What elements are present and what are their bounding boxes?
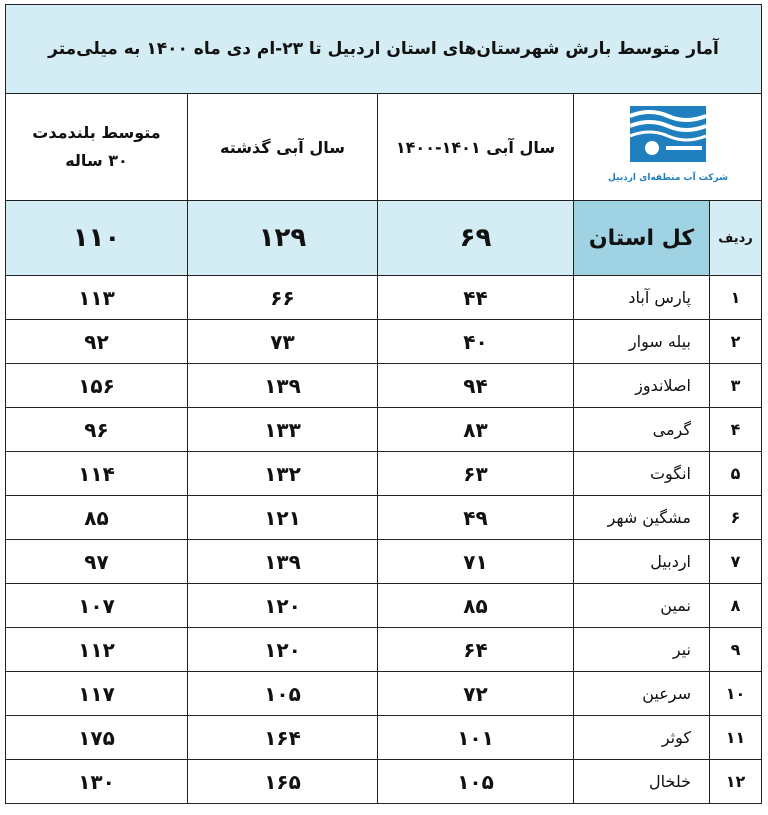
- table-row: [6, 276, 762, 320]
- total-current: ۶۹: [378, 201, 574, 276]
- row-county-name: اردبیل: [574, 540, 710, 584]
- row-county-name: نمین: [574, 584, 710, 628]
- logo-cell: [574, 94, 762, 201]
- table-row: [6, 716, 762, 760]
- row-current-year: ۴۰: [378, 320, 574, 364]
- row-long-term: ۱۷۵: [6, 716, 188, 760]
- row-county-name: پارس آباد: [574, 276, 710, 320]
- table-row: [6, 540, 762, 584]
- row-previous-year: ۱۳۳: [188, 408, 378, 452]
- row-county-name: اصلاندوز: [574, 364, 710, 408]
- row-index: ۸: [710, 584, 762, 628]
- row-current-year: ۹۴: [378, 364, 574, 408]
- row-current-year: ۴۴: [378, 276, 574, 320]
- row-county-name: خلخال: [574, 760, 710, 804]
- row-current-year: ۷۱: [378, 540, 574, 584]
- title-row: [6, 5, 762, 94]
- row-current-year: ۶۴: [378, 628, 574, 672]
- table-row: [6, 364, 762, 408]
- row-previous-year: ۱۲۰: [188, 584, 378, 628]
- header-previous-year: سال آبی گذشته: [188, 94, 378, 201]
- row-previous-year: ۱۳۹: [188, 364, 378, 408]
- header-current-year: سال آبی ۱۴۰۱-۱۴۰۰: [378, 94, 574, 201]
- total-previous: ۱۲۹: [188, 201, 378, 276]
- row-index: ۹: [710, 628, 762, 672]
- total-long-term: ۱۱۰: [6, 201, 188, 276]
- row-current-year: ۶۳: [378, 452, 574, 496]
- table-row: [6, 628, 762, 672]
- row-previous-year: ۱۶۵: [188, 760, 378, 804]
- table-row: [6, 320, 762, 364]
- row-index: ۵: [710, 452, 762, 496]
- table-row: [6, 408, 762, 452]
- data-rows: [6, 276, 762, 804]
- row-current-year: ۸۵: [378, 584, 574, 628]
- header-long-term-line1: متوسط بلندمدت: [32, 123, 161, 142]
- row-long-term: ۱۱۳: [6, 276, 188, 320]
- row-current-year: ۱۰۱: [378, 716, 574, 760]
- table-row: [6, 760, 762, 804]
- row-index: ۳: [710, 364, 762, 408]
- total-name: کل استان: [574, 201, 710, 276]
- row-county-name: سرعین: [574, 672, 710, 716]
- row-index: ۴: [710, 408, 762, 452]
- row-index: ۶: [710, 496, 762, 540]
- table-row: [6, 496, 762, 540]
- row-index: ۱۲: [710, 760, 762, 804]
- logo-text: شرکت آب منطقه‌ای اردبیل: [607, 173, 728, 183]
- row-previous-year: ۱۳۲: [188, 452, 378, 496]
- row-county-name: کوثر: [574, 716, 710, 760]
- header-long-term: [6, 94, 188, 201]
- total-row: [6, 201, 762, 276]
- row-index: ۲: [710, 320, 762, 364]
- table-row: [6, 672, 762, 716]
- row-long-term: ۱۱۷: [6, 672, 188, 716]
- row-index: ۱۱: [710, 716, 762, 760]
- row-long-term: ۱۱۴: [6, 452, 188, 496]
- row-index: ۱: [710, 276, 762, 320]
- row-long-term: ۱۵۶: [6, 364, 188, 408]
- row-previous-year: ۱۲۰: [188, 628, 378, 672]
- rainfall-table-container: [5, 4, 761, 812]
- row-current-year: ۱۰۵: [378, 760, 574, 804]
- row-previous-year: ۱۶۴: [188, 716, 378, 760]
- row-long-term: ۹۶: [6, 408, 188, 452]
- row-county-name: انگوت: [574, 452, 710, 496]
- row-county-name: گرمی: [574, 408, 710, 452]
- row-county-name: نیر: [574, 628, 710, 672]
- row-long-term: ۱۰۷: [6, 584, 188, 628]
- row-long-term: ۸۵: [6, 496, 188, 540]
- row-long-term: ۱۳۰: [6, 760, 188, 804]
- row-long-term: ۹۷: [6, 540, 188, 584]
- header-long-term-line2: ۳۰ ساله: [65, 151, 128, 170]
- table-title: آمار متوسط بارش شهرستان‌های استان اردبیل تا ۲۳-ام دی ماه ۱۴۰۰ به میلی‌متر: [6, 5, 762, 94]
- row-previous-year: ۶۶: [188, 276, 378, 320]
- row-previous-year: ۱۲۱: [188, 496, 378, 540]
- rainfall-table: [5, 4, 762, 804]
- row-county-name: مشگین شهر: [574, 496, 710, 540]
- row-long-term: ۹۲: [6, 320, 188, 364]
- company-logo-icon: [607, 104, 728, 186]
- row-current-year: ۸۳: [378, 408, 574, 452]
- header-row-label: ردیف: [710, 201, 762, 276]
- row-current-year: ۷۲: [378, 672, 574, 716]
- row-previous-year: ۱۳۹: [188, 540, 378, 584]
- header-row: [6, 94, 762, 201]
- table-row: [6, 584, 762, 628]
- table-row: [6, 452, 762, 496]
- row-long-term: ۱۱۲: [6, 628, 188, 672]
- row-index: ۱۰: [710, 672, 762, 716]
- row-county-name: بیله سوار: [574, 320, 710, 364]
- row-previous-year: ۱۰۵: [188, 672, 378, 716]
- row-current-year: ۴۹: [378, 496, 574, 540]
- row-previous-year: ۷۳: [188, 320, 378, 364]
- row-index: ۷: [710, 540, 762, 584]
